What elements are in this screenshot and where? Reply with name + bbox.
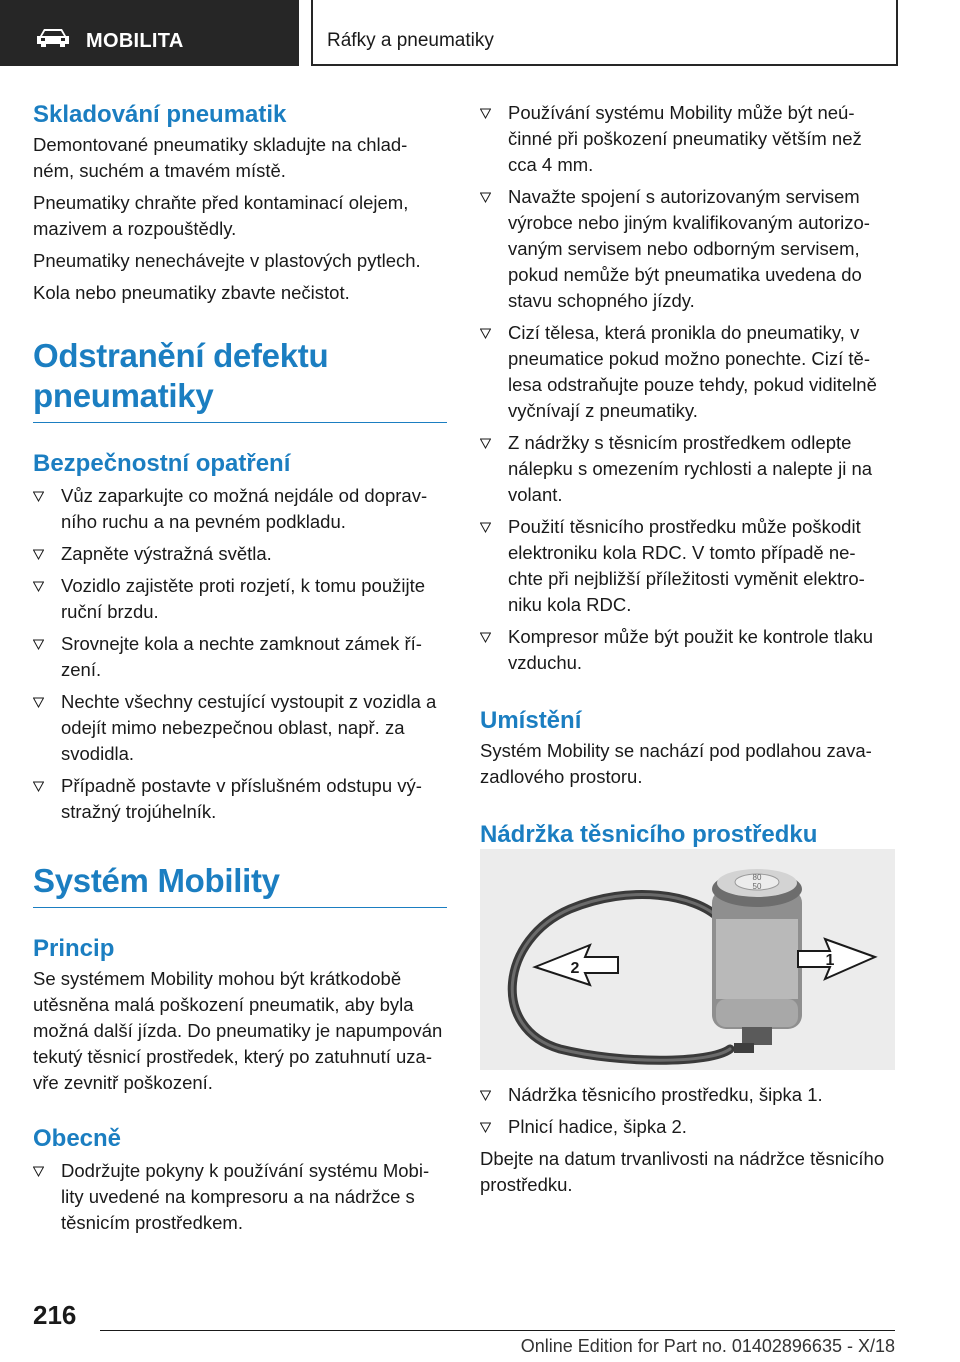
list-item	[480, 100, 895, 178]
page-number: 216	[33, 1300, 77, 1330]
list-item	[480, 184, 895, 314]
triangle-bullet-icon	[33, 581, 44, 592]
label-bottom: 50	[752, 882, 762, 891]
section-title: MOBILITA	[86, 30, 184, 52]
list-item	[480, 1082, 895, 1108]
list-item	[33, 1158, 447, 1236]
list-item	[33, 689, 447, 767]
list-item-text: Cizí tělesa, která pronikla do pneumatiky, v pneumatice pokud možno ponechte. Cizí tě‐ lesa odstraňujte pouze tehdy, pokud viditelně vyčnívají z pneumatiky.	[508, 322, 877, 421]
legend-list	[480, 1082, 895, 1140]
list-item	[33, 541, 447, 567]
list-item	[33, 631, 447, 683]
triangle-bullet-icon	[33, 491, 44, 502]
heading-rule	[33, 422, 447, 423]
arrow-1-icon	[798, 939, 875, 979]
list-item-text: Plnicí hadice, šipka 2.	[508, 1116, 687, 1137]
triangle-bullet-icon	[480, 632, 491, 643]
list-item-text: Používání systému Mobility může být neú‐ činné při poškození pneumatiky větším než cca 4 mm.	[508, 102, 862, 175]
arrow-1-label: 1	[825, 952, 835, 969]
triangle-bullet-icon	[480, 328, 491, 339]
safety-heading: Bezpečnostní opatření	[33, 450, 291, 477]
triangle-bullet-icon	[33, 781, 44, 792]
mobility-heading: Systém Mobility	[33, 862, 280, 899]
storage-heading: Skladování pneumatik	[33, 101, 287, 128]
triangle-bullet-icon	[33, 1166, 44, 1177]
triangle-bullet-icon	[480, 438, 491, 449]
location-text: Systém Mobility se nachází pod podlahou zava‐ zadlového prostoru.	[480, 740, 872, 787]
list-item-text: Použití těsnicího prostředku může poškodit elektroniku kola RDC. V tomto případě ne‐ chte při nejbližší příležitosti vyměnit elektro‐ niku kola RDC.	[508, 516, 865, 615]
list-item-text: Z nádržky s těsnicím prostředkem odlepte nálepku s omezením rychlosti a nalepte ji na volant.	[508, 432, 873, 505]
list-item	[480, 430, 895, 508]
page-header	[0, 0, 960, 66]
storage-paragraph: Pneumatiky nenechávejte v plastových pytlech.	[33, 250, 421, 271]
repair-heading: Odstranění defektu pneumatiky	[33, 337, 329, 414]
edition-note: Online Edition for Part no. 01402896635 - X/18	[520, 1336, 895, 1356]
storage-paragraph: Demontované pneumatiky skladujte na chlad‐ ném, suchém a tmavém místě.	[33, 134, 408, 181]
list-item	[33, 483, 447, 535]
storage-paragraph: Kola nebo pneumatiky zbavte nečistot.	[33, 282, 350, 303]
general-heading: Obecně	[33, 1125, 122, 1152]
location-heading: Umístění	[480, 707, 582, 734]
general-list-continued	[480, 100, 895, 676]
triangle-bullet-icon	[480, 522, 491, 533]
general-list	[33, 1158, 447, 1236]
triangle-bullet-icon	[33, 697, 44, 708]
list-item	[480, 320, 895, 424]
list-item-text: Srovnejte kola a nechte zamknout zámek ří‐ zení.	[61, 633, 422, 680]
safety-list	[33, 483, 447, 825]
car-icon	[36, 27, 70, 47]
triangle-bullet-icon	[33, 549, 44, 560]
right-column	[480, 100, 895, 850]
list-item-text: Zapněte výstražná světla.	[61, 543, 272, 564]
list-item-text: Nádržka těsnicího prostředku, šipka 1.	[508, 1084, 823, 1105]
triangle-bullet-icon	[480, 1122, 491, 1133]
chapter-tab	[311, 0, 898, 66]
label-top: 80	[752, 873, 762, 882]
section-tab	[0, 0, 299, 66]
left-column	[33, 100, 447, 1236]
list-item-text: Navažte spojení s autorizovaným servisem výrobce nebo jiným kvalifikovaným autorizo‐ vaným servisem nebo odborným servisem, pokud nemůže být pneumatika uvedena do stavu schopného jízdy.	[508, 186, 870, 311]
list-item	[480, 624, 895, 676]
sealant-bottle-hose-icon	[480, 849, 895, 1070]
list-item	[33, 773, 447, 825]
legend-block	[480, 1082, 895, 1198]
chapter-title: Ráfky a pneumatiky	[327, 30, 494, 51]
list-item	[480, 1114, 895, 1140]
triangle-bullet-icon	[480, 1090, 491, 1101]
list-item-text: Kompresor může být použit ke kontrole tlaku vzduchu.	[508, 626, 874, 673]
list-item-text: Vůz zaparkujte co možná nejdále od doprav‐ ního ruchu a na pevném podkladu.	[61, 485, 428, 532]
list-item-text: Případně postavte v příslušném odstupu vý‐ stražný trojúhelník.	[61, 775, 422, 822]
principle-text: Se systémem Mobility mohou být krátkodobě utěsněna malá poškození pneumatik, aby byla možná další jízda. Do pneumatiky je napumpován tekutý těsnicí prostředek, který po zatuhnutí uza‐ vře zevnitř poškození.	[33, 968, 443, 1093]
closing-text: Dbejte na datum trvanlivosti na nádržce těsnicího prostředku.	[480, 1148, 885, 1195]
arrow-2-label: 2	[570, 960, 580, 977]
triangle-bullet-icon	[480, 108, 491, 119]
triangle-bullet-icon	[480, 192, 491, 203]
list-item-text: Nechte všechny cestující vystoupit z vozidla a odejít mimo nebezpečnou oblast, např. za svodidla.	[61, 691, 437, 764]
container-heading: Nádržka těsnicího prostředku	[480, 821, 818, 848]
list-item-text: Vozidlo zajistěte proti rozjetí, k tomu použijte ruční brzdu.	[61, 575, 426, 622]
sealant-container-illustration	[480, 849, 895, 1070]
storage-paragraph: Pneumatiky chraňte před kontaminací olejem, mazivem a rozpouštědly.	[33, 192, 409, 239]
triangle-bullet-icon	[33, 639, 44, 650]
list-item	[33, 573, 447, 625]
footer-rule	[100, 1330, 895, 1331]
heading-rule	[33, 907, 447, 908]
list-item	[480, 514, 895, 618]
list-item-text: Dodržujte pokyny k používání systému Mobi‐ lity uvedené na kompresoru a na nádržce s těsnicím prostředkem.	[61, 1160, 430, 1233]
principle-heading: Princip	[33, 935, 115, 962]
